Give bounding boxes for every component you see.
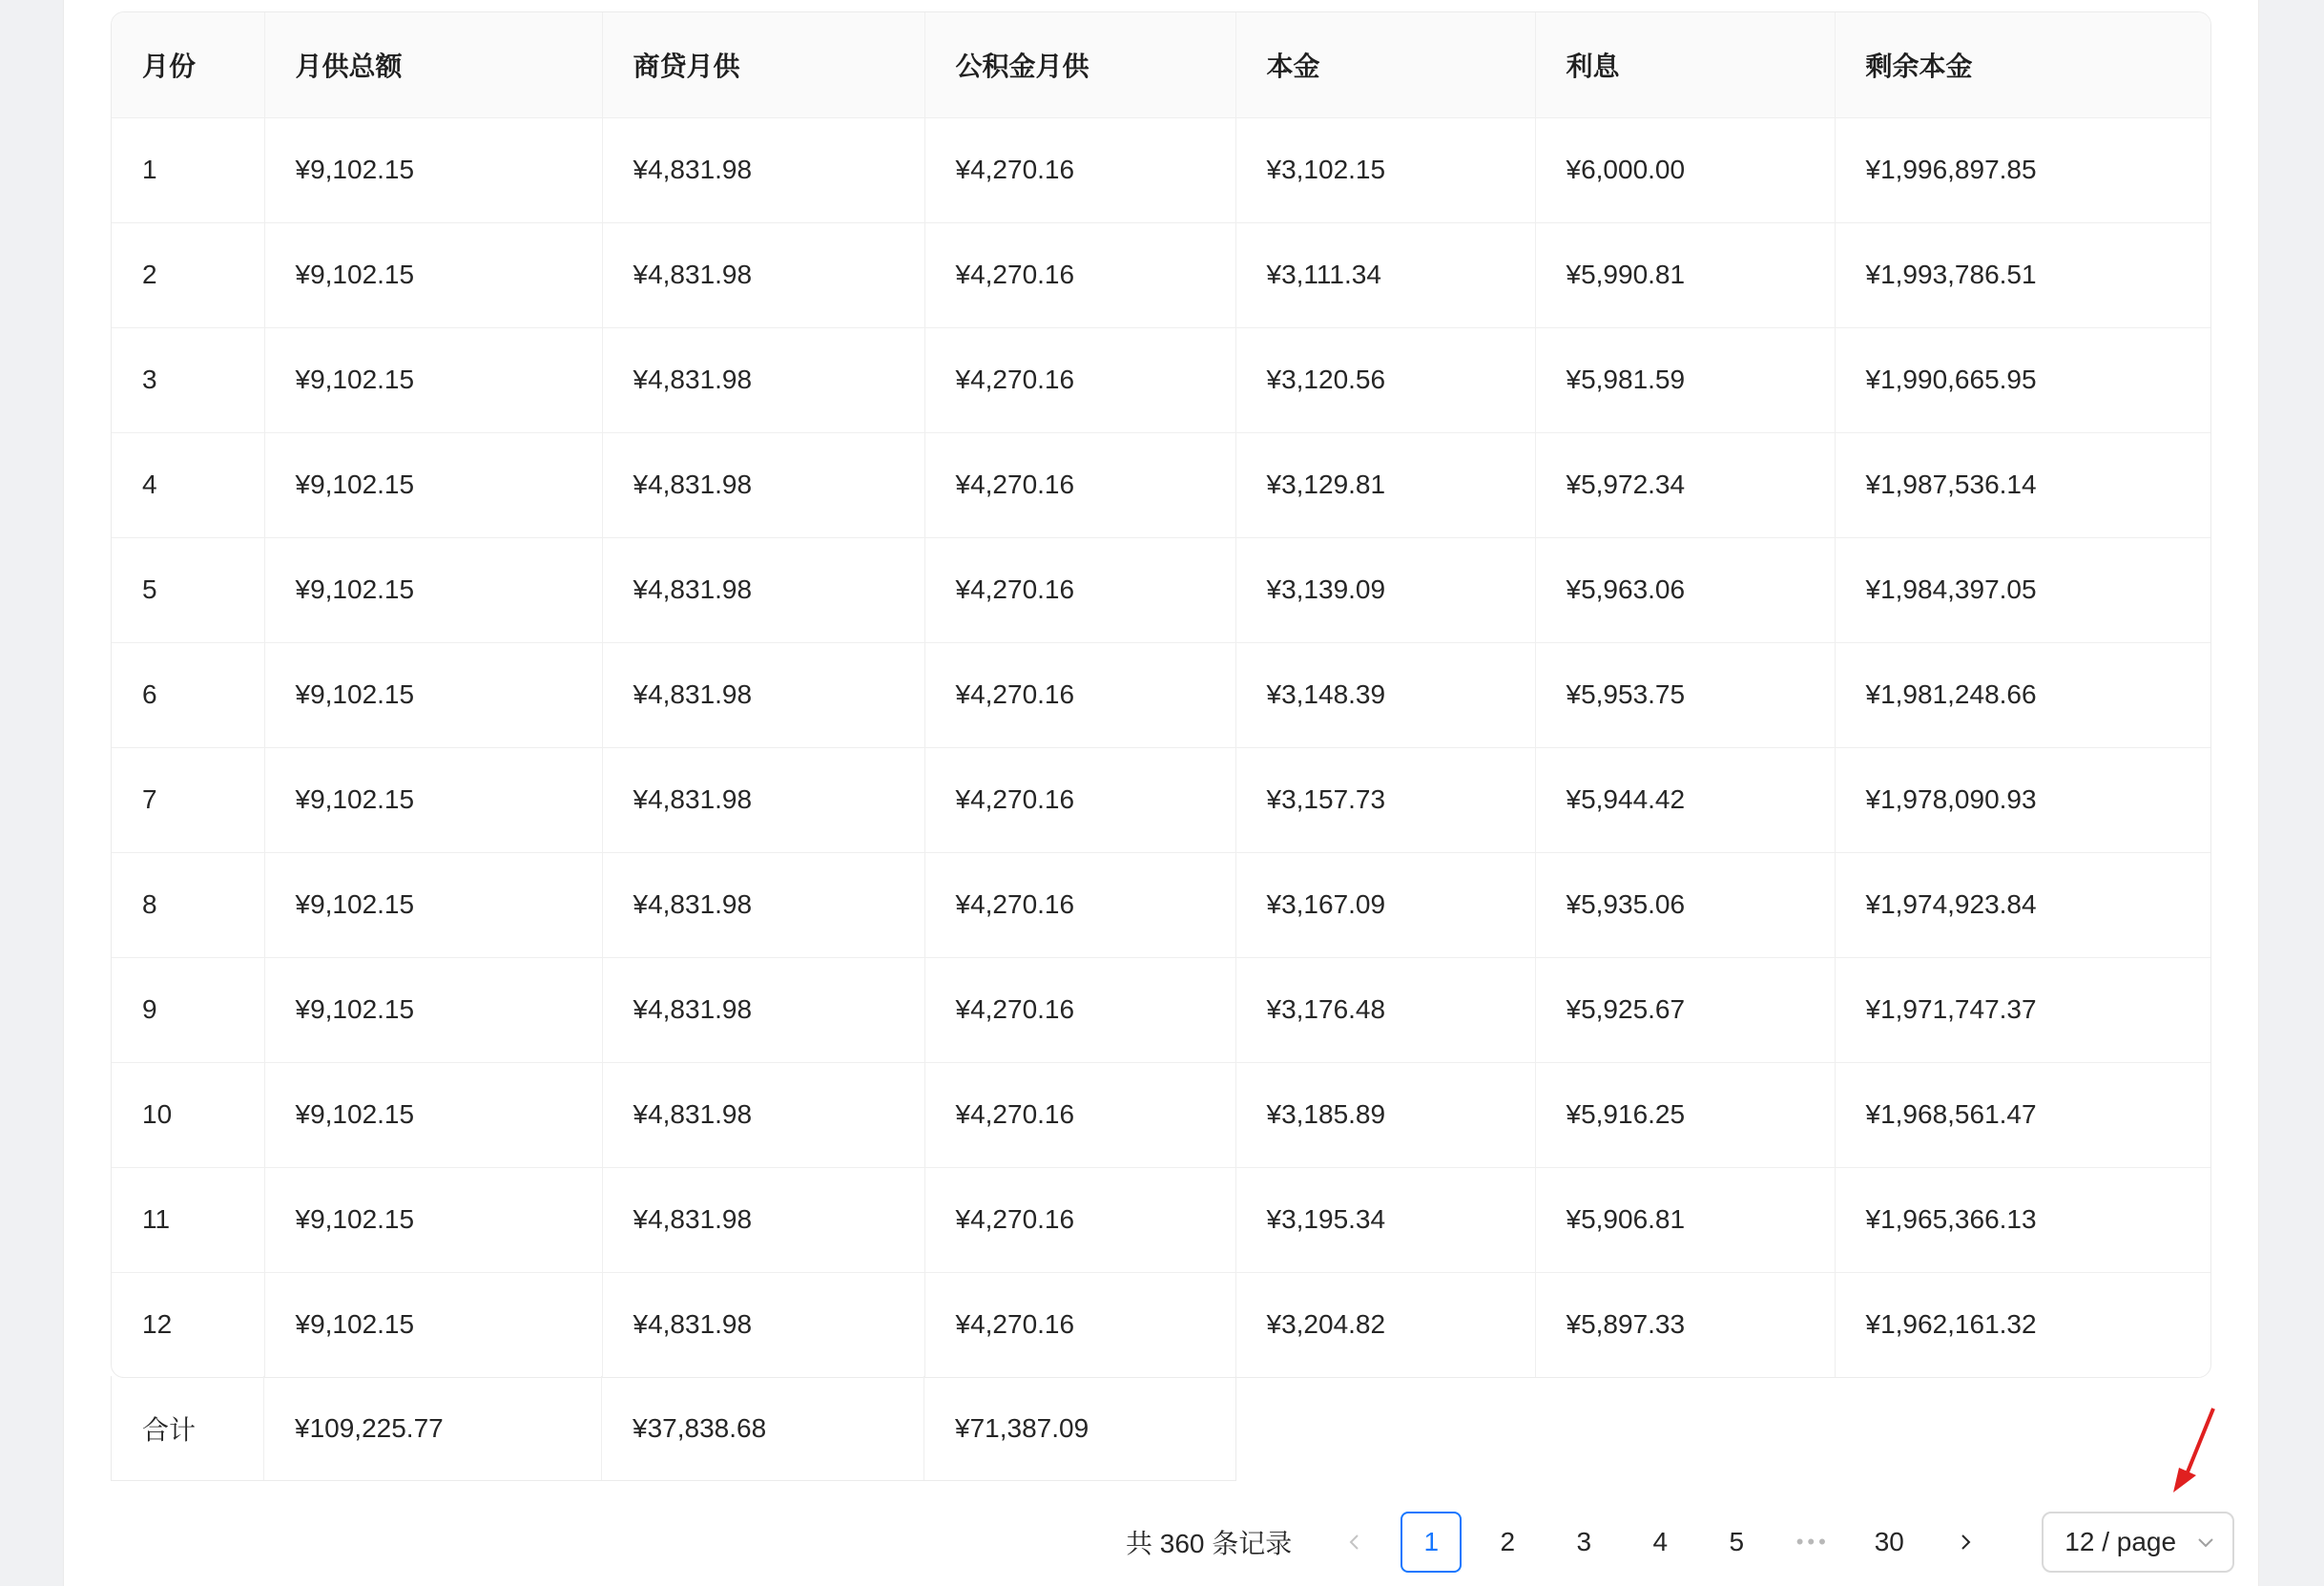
cell-total-payment: ¥9,102.15	[264, 1062, 602, 1167]
prev-page-button[interactable]	[1324, 1512, 1385, 1573]
table-row	[112, 957, 2211, 1062]
header-remaining-principal: 剩余本金	[1835, 12, 2211, 117]
cell-remaining-principal: ¥1,971,747.37	[1835, 957, 2211, 1062]
cell-principal: ¥3,176.48	[1235, 957, 1535, 1062]
total-records: 共 360 条记录	[1126, 1529, 1293, 1558]
cell-month: 6	[112, 642, 264, 747]
cell-remaining-principal: ¥1,981,248.66	[1835, 642, 2211, 747]
table-row	[112, 747, 2211, 852]
cell-principal: ¥3,185.89	[1235, 1062, 1535, 1167]
cell-principal: ¥3,148.39	[1235, 642, 1535, 747]
header-month: 月份	[112, 12, 264, 117]
cell-fund-payment: ¥4,270.16	[924, 642, 1235, 747]
chevron-down-icon	[2196, 1533, 2215, 1552]
cell-total-payment: ¥9,102.15	[264, 1272, 602, 1377]
cell-principal: ¥3,139.09	[1235, 537, 1535, 642]
cell-fund-payment: ¥4,270.16	[924, 747, 1235, 852]
cell-principal: ¥3,111.34	[1235, 222, 1535, 327]
cell-month: 1	[112, 117, 264, 222]
jump-next-ellipsis[interactable]: •••	[1795, 1530, 1830, 1554]
cell-fund-payment: ¥4,270.16	[924, 537, 1235, 642]
cell-principal: ¥3,120.56	[1235, 327, 1535, 432]
cell-fund-payment: ¥4,270.16	[924, 222, 1235, 327]
header-fund-payment: 公积金月供	[924, 12, 1235, 117]
cell-month: 8	[112, 852, 264, 957]
page-button-30[interactable]: 30	[1874, 1527, 1904, 1556]
header-interest: 利息	[1535, 12, 1835, 117]
cell-total-payment: ¥9,102.15	[264, 642, 602, 747]
table-header-row	[112, 12, 2211, 117]
table-row	[112, 327, 2211, 432]
cell-month: 12	[112, 1272, 264, 1377]
cell-commercial-payment: ¥4,831.98	[602, 957, 924, 1062]
cell-principal: ¥3,195.34	[1235, 1167, 1535, 1272]
cell-interest: ¥6,000.00	[1535, 117, 1835, 222]
next-page-button[interactable]	[1935, 1512, 1996, 1573]
cell-month: 4	[112, 432, 264, 537]
cell-interest: ¥5,916.25	[1535, 1062, 1835, 1167]
cell-remaining-principal: ¥1,965,366.13	[1835, 1167, 2211, 1272]
table-row	[112, 1062, 2211, 1167]
cell-interest: ¥5,897.33	[1535, 1272, 1835, 1377]
cell-interest: ¥5,935.06	[1535, 852, 1835, 957]
table-row	[112, 117, 2211, 222]
cell-fund-payment: ¥4,270.16	[924, 432, 1235, 537]
cell-commercial-payment: ¥4,831.98	[602, 432, 924, 537]
cell-month: 11	[112, 1167, 264, 1272]
cell-interest: ¥5,944.42	[1535, 747, 1835, 852]
cell-total-payment: ¥9,102.15	[264, 432, 602, 537]
table-row	[112, 1167, 2211, 1272]
chevron-right-icon	[1956, 1533, 1975, 1552]
header-commercial-payment: 商贷月供	[602, 12, 924, 117]
repayment-table	[111, 11, 2211, 1378]
cell-principal: ¥3,204.82	[1235, 1272, 1535, 1377]
cell-fund-payment: ¥4,270.16	[924, 1062, 1235, 1167]
cell-commercial-payment: ¥4,831.98	[602, 537, 924, 642]
cell-fund-payment: ¥4,270.16	[924, 957, 1235, 1062]
cell-commercial-payment: ¥4,831.98	[602, 852, 924, 957]
cell-commercial-payment: ¥4,831.98	[602, 1062, 924, 1167]
page-button-5[interactable]: 5	[1729, 1527, 1745, 1556]
cell-commercial-payment: ¥4,831.98	[602, 117, 924, 222]
header-principal: 本金	[1235, 12, 1535, 117]
table-row	[112, 222, 2211, 327]
cell-fund-payment: ¥4,270.16	[924, 327, 1235, 432]
cell-remaining-principal: ¥1,987,536.14	[1835, 432, 2211, 537]
cell-interest: ¥5,981.59	[1535, 327, 1835, 432]
cell-fund-payment: ¥4,270.16	[924, 1272, 1235, 1377]
cell-total-payment: ¥9,102.15	[264, 1167, 602, 1272]
chevron-left-icon	[1345, 1533, 1364, 1552]
summary-commercial-payment: ¥37,838.68	[602, 1376, 924, 1480]
table-row	[112, 537, 2211, 642]
cell-interest: ¥5,990.81	[1535, 222, 1835, 327]
cell-month: 7	[112, 747, 264, 852]
cell-fund-payment: ¥4,270.16	[924, 1167, 1235, 1272]
cell-total-payment: ¥9,102.15	[264, 537, 602, 642]
pagination	[1126, 1512, 2234, 1573]
cell-commercial-payment: ¥4,831.98	[602, 327, 924, 432]
cell-fund-payment: ¥4,270.16	[924, 852, 1235, 957]
table-row	[112, 642, 2211, 747]
cell-commercial-payment: ¥4,831.98	[602, 1272, 924, 1377]
cell-interest: ¥5,963.06	[1535, 537, 1835, 642]
cell-total-payment: ¥9,102.15	[264, 327, 602, 432]
summary-total-payment: ¥109,225.77	[264, 1376, 602, 1480]
cell-total-payment: ¥9,102.15	[264, 747, 602, 852]
page-button-3[interactable]: 3	[1576, 1527, 1592, 1556]
cell-commercial-payment: ¥4,831.98	[602, 642, 924, 747]
cell-interest: ¥5,906.81	[1535, 1167, 1835, 1272]
cell-principal: ¥3,102.15	[1235, 117, 1535, 222]
cell-remaining-principal: ¥1,990,665.95	[1835, 327, 2211, 432]
cell-total-payment: ¥9,102.15	[264, 852, 602, 957]
cell-month: 9	[112, 957, 264, 1062]
cell-total-payment: ¥9,102.15	[264, 117, 602, 222]
cell-month: 2	[112, 222, 264, 327]
cell-remaining-principal: ¥1,974,923.84	[1835, 852, 2211, 957]
cell-total-payment: ¥9,102.15	[264, 957, 602, 1062]
cell-principal: ¥3,157.73	[1235, 747, 1535, 852]
cell-remaining-principal: ¥1,962,161.32	[1865, 1309, 2037, 1340]
cell-total-payment: ¥9,102.15	[264, 222, 602, 327]
cell-remaining-principal: ¥1,984,397.05	[1835, 537, 2211, 642]
cell-principal: ¥3,167.09	[1235, 852, 1535, 957]
cell-remaining-principal: ¥1,996,897.85	[1835, 117, 2211, 222]
table-row	[112, 852, 2211, 957]
cell-interest: ¥5,925.67	[1535, 957, 1835, 1062]
page-button-2[interactable]: 2	[1500, 1527, 1516, 1556]
table-row	[112, 1272, 2211, 1377]
cell-month: 5	[112, 537, 264, 642]
cell-interest: ¥5,953.75	[1535, 642, 1835, 747]
cell-commercial-payment: ¥4,831.98	[602, 1167, 924, 1272]
summary-row	[111, 1376, 1236, 1481]
table-row	[112, 432, 2211, 537]
cell-month: 10	[112, 1062, 264, 1167]
cell-interest: ¥5,972.34	[1535, 432, 1835, 537]
summary-fund-payment: ¥71,387.09	[955, 1412, 1089, 1443]
cell-remaining-principal: ¥1,978,090.93	[1835, 747, 2211, 852]
cell-remaining-principal: ¥1,968,561.47	[1835, 1062, 2211, 1167]
cell-commercial-payment: ¥4,831.98	[602, 222, 924, 327]
page-button-1[interactable]: 1	[1401, 1512, 1462, 1573]
header-total-payment: 月供总额	[264, 12, 602, 117]
cell-remaining-principal: ¥1,993,786.51	[1835, 222, 2211, 327]
page-button-4[interactable]: 4	[1652, 1527, 1669, 1556]
cell-principal: ¥3,129.81	[1235, 432, 1535, 537]
cell-month: 3	[112, 327, 264, 432]
summary-label: 合计	[112, 1376, 264, 1480]
cell-fund-payment: ¥4,270.16	[924, 117, 1235, 222]
page-size-select[interactable]	[2042, 1512, 2234, 1573]
red-arrow-annotation	[2166, 1403, 2223, 1498]
page-size-value: 12 / page	[2065, 1527, 2177, 1556]
cell-commercial-payment: ¥4,831.98	[602, 747, 924, 852]
